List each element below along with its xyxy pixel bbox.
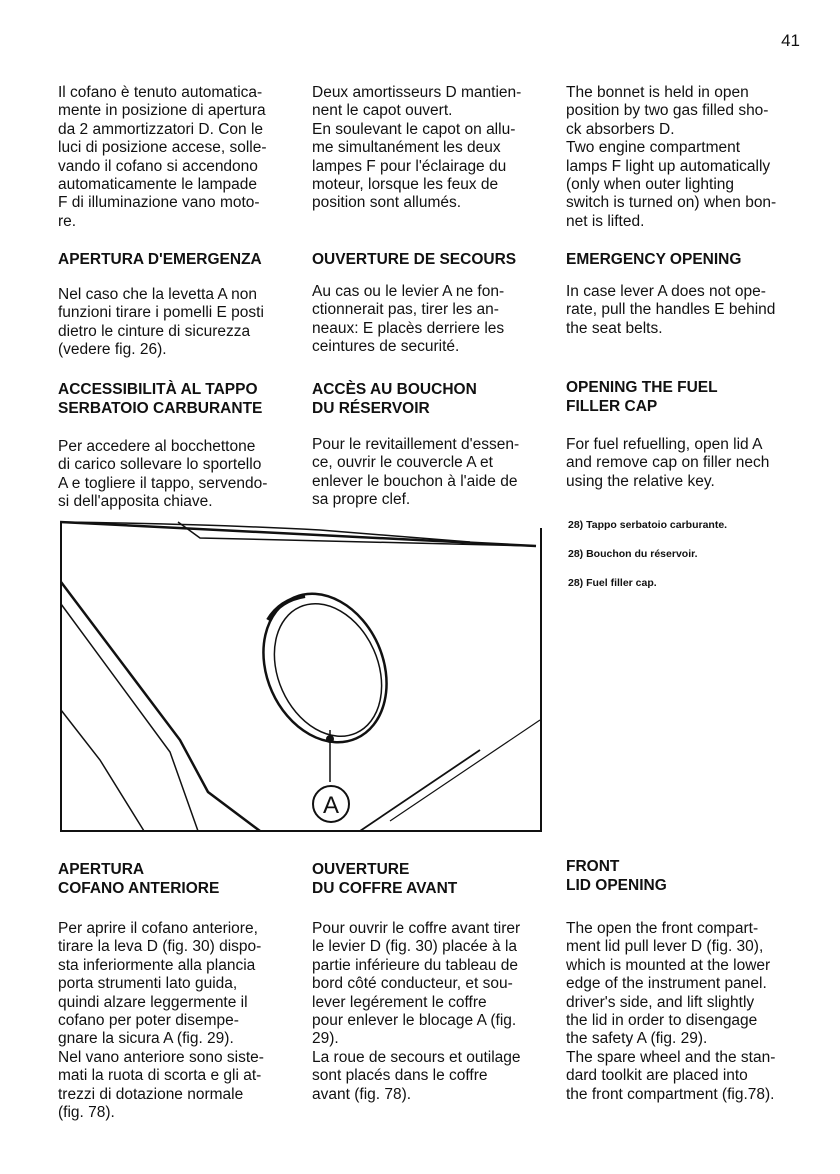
caption-fr: 28) Bouchon du réservoir. <box>568 548 698 560</box>
caption-en: 28) Fuel filler cap. <box>568 577 657 589</box>
fuel-text-en: For fuel refuelling, open lid A and remove cap on filler nech using the relative key. <box>566 436 770 490</box>
emergency-heading-it: APERTURA D'EMERGENZA <box>58 251 262 268</box>
intro-text-fr: Deux amortisseurs D mantien- nent le capot ouvert. En soulevant le capot on allu- me simultanément les deux lampes F pour l'éclairage du moteur, lorsque les feux de position sont allumés. <box>312 84 522 212</box>
emergency-heading-en: EMERGENCY OPENING <box>566 251 742 268</box>
fuel-heading-fr: ACCÈS AU BOUCHON DU RÉSERVOIR <box>312 381 477 417</box>
front-lid-heading-fr: OUVERTURE DU COFFRE AVANT <box>312 861 458 897</box>
fuel-text-it: Per accedere al bocchettone di carico sollevare lo sportello A e togliere il tappo, servendo- si dell'apposita chiave. <box>58 438 268 511</box>
page-number: 41 <box>781 31 800 50</box>
front-lid-text-fr: Pour ouvrir le coffre avant tirer le levier D (fig. 30) placée à la partie inférieure du tableau de bord côté conducteur, et sou- lever legérement le coffre pour enlever le blocage A (fig. 29). La roue de secours et outilage sont placés dans le coffre avant (fig. 78). <box>312 920 521 1103</box>
caption-it: 28) Tappo serbatoio carburante. <box>568 519 728 531</box>
fuel-heading-it: ACCESSIBILITÀ AL TAPPO SERBATOIO CARBURANTE <box>58 381 263 417</box>
emergency-text-en: In case lever A does not ope- rate, pull the handles E behind the seat belts. <box>566 283 776 337</box>
fuel-text-fr: Pour le revitaillement d'essen- ce, ouvrir le couvercle A et enlever le bouchon à l'aide de sa propre clef. <box>312 436 520 509</box>
figure-label-a: A <box>322 792 340 819</box>
front-lid-text-en: The open the front compart- ment lid pull lever D (fig. 30), which is mounted at the lower edge of the instrument panel. driver's side, and lift slightly the lid in order to disengage the safety A (fig. 29). The spare wheel and the stan- dard toolkit are placed into the front compartment (fig.78). <box>566 920 776 1103</box>
fuel-cap-figure <box>60 520 544 834</box>
intro-text-en: The bonnet is held in open position by two gas filled sho- ck absorbers D. Two engine compartment lamps F light up automatically (only when outer lighting switch is turned on) when bon- net is lifted. <box>566 84 777 230</box>
intro-text-it: Il cofano è tenuto automatica- mente in posizione di apertura da 2 ammortizzatori D. Con le luci di posizione accese, solle- vando il cofano si accendono automaticamente le lampade F di illuminazione vano moto- re. <box>58 84 267 230</box>
emergency-text-fr: Au cas ou le levier A ne fon- ctionnerait pas, tirer les an- neaux: E placès derriere les ceintures de securité. <box>312 283 505 356</box>
emergency-text-it: Nel caso che la levetta A non funzioni tirare i pomelli E posti dietro le cinture di sicurezza (vedere fig. 26). <box>58 286 264 359</box>
emergency-heading-fr: OUVERTURE DE SECOURS <box>312 251 517 268</box>
fuel-heading-en: OPENING THE FUEL FILLER CAP <box>566 379 718 415</box>
front-lid-heading-en: FRONT LID OPENING <box>566 858 667 894</box>
front-lid-heading-it: APERTURA COFANO ANTERIORE <box>58 861 220 897</box>
front-lid-text-it: Per aprire il cofano anteriore, tirare la leva D (fig. 30) dispo- sta inferiormente alla plancia porta strumenti lato guida, quindi alzare leggermente il cofano per poter disempe- gnare la sicura A (fig. 29). Nel vano anteriore sono siste- mati la ruota di scorta e gli at- trezzi di dotazione normale (fig. 78). <box>58 920 264 1122</box>
